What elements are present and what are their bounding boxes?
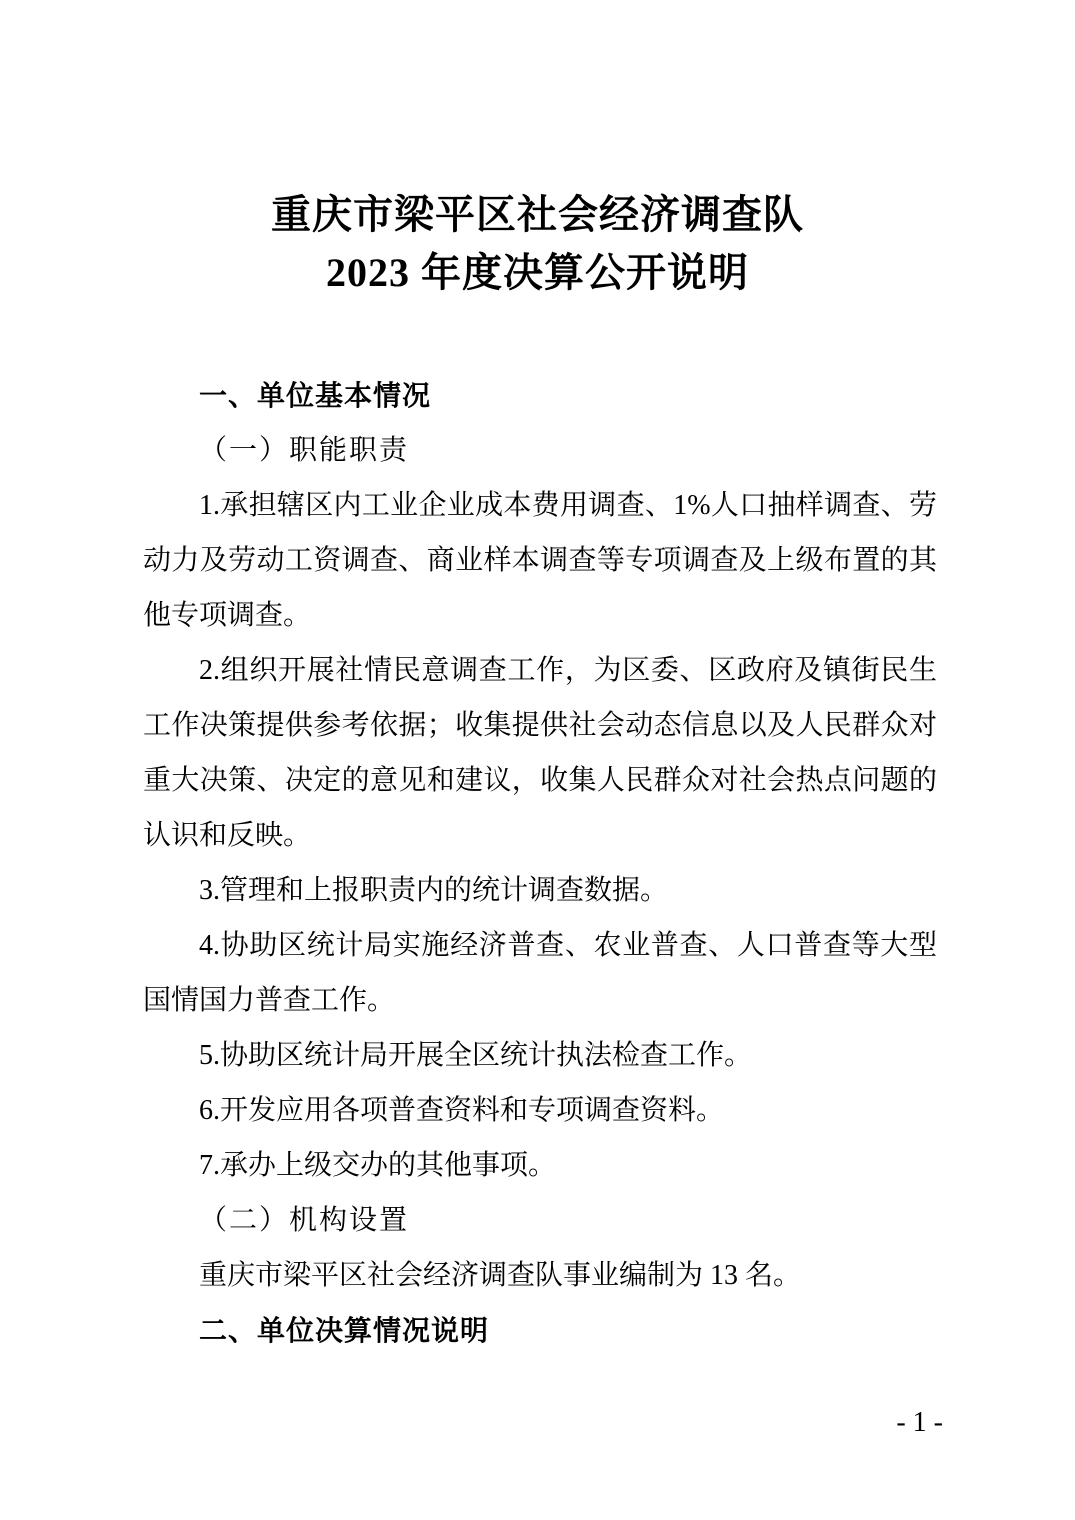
- paragraph-staffing: 重庆市梁平区社会经济调查队事业编制为 13 名。: [199, 1260, 802, 1291]
- title-line-2: 2023 年度决算公开说明: [326, 250, 749, 295]
- paragraph-duty-7: 7.承办上级交办的其他事项。: [199, 1150, 557, 1181]
- subsection-heading-org-structure: （二）机构设置: [199, 1205, 410, 1236]
- page-number: - 1 -: [896, 1407, 943, 1438]
- subsection-heading-duties: （一）职能职责: [199, 435, 410, 466]
- title-line-1: 重庆市梁平区社会经济调查队: [271, 192, 804, 237]
- document-title: [0, 0, 1075, 302]
- paragraph-duty-3: 3.管理和上报职责内的统计调查数据。: [199, 875, 669, 906]
- section-heading-unit-basic-info: 一、单位基本情况: [199, 380, 432, 411]
- document-body: [143, 368, 937, 1358]
- paragraph-duty-6: 6.开发应用各项普查资料和专项调查资料。: [199, 1095, 725, 1126]
- paragraph-duty-4: 4.协助区统计局实施经济普查、农业普查、人口普查等大型国情国力普查工作。: [143, 930, 937, 1016]
- paragraph-duty-1: 1.承担辖区内工业企业成本费用调查、1%人口抽样调查、劳动力及劳动工资调查、商业样本调查等专项调查及上级布置的其他专项调查。: [143, 490, 937, 631]
- paragraph-duty-5: 5.协助区统计局开展全区统计执法检查工作。: [199, 1040, 753, 1071]
- section-heading-budget-final-account: 二、单位决算情况说明: [199, 1315, 490, 1346]
- paragraph-duty-2: 2.组织开展社情民意调查工作，为区委、区政府及镇街民生工作决策提供参考依据；收集提供社会动态信息以及人民群众对重大决策、决定的意见和建议，收集人民群众对社会热点问题的认识和反映。: [143, 655, 937, 851]
